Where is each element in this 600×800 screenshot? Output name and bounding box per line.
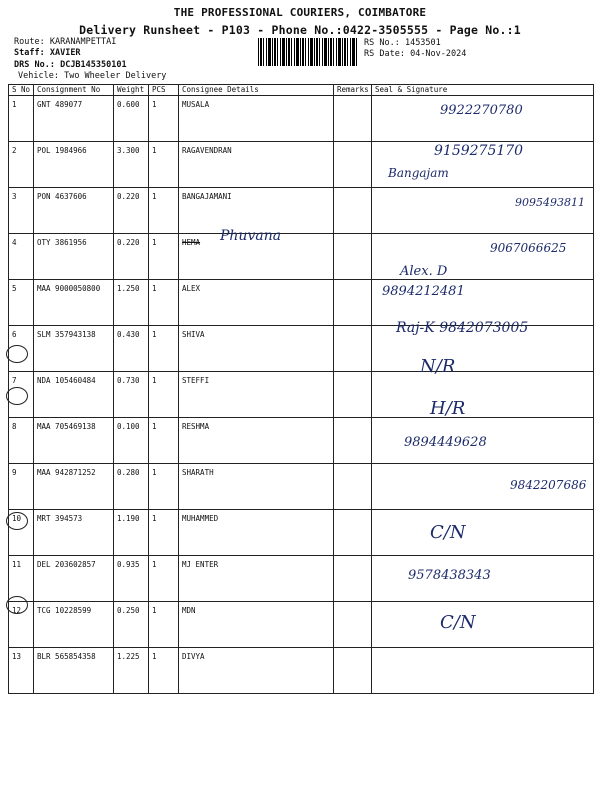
route-line: Route: KARANAMPETTAI (14, 37, 117, 47)
cell-remarks (334, 372, 372, 418)
signature-row-13: C/N (440, 612, 476, 633)
barcode (258, 38, 358, 66)
cell-remarks (334, 418, 372, 464)
table-row (9, 280, 594, 326)
signature-row-6: Raj-K 9842073005 (396, 320, 529, 336)
cell-pcs: 1 (149, 418, 179, 464)
cell-remarks (334, 326, 372, 372)
cell-weight: 0.220 (114, 188, 149, 234)
signature-row-11: C/N (430, 522, 466, 543)
cell-remarks (334, 96, 372, 142)
table-row (9, 372, 594, 418)
pen-circle-11 (6, 512, 28, 530)
rs-date-line: RS Date: 04-Nov-2024 (364, 49, 467, 59)
cell-remarks (334, 510, 372, 556)
cell-consignment: TCG 10228599 (34, 602, 114, 648)
cell-pcs: 1 (149, 602, 179, 648)
cell-sno: 5 (9, 280, 34, 326)
signature-row-3-name: Bangajam (388, 166, 449, 180)
cell-consignee: BANGAJAMANI (179, 188, 334, 234)
cell-sno: 6 (9, 326, 34, 372)
cell-weight: 0.250 (114, 602, 149, 648)
col-remarks: Remarks (334, 85, 372, 96)
col-seal-signature: Seal & Signature (372, 85, 594, 96)
rs-date-value: 04-Nov-2024 (410, 49, 467, 59)
cell-consignment: NDA 105460484 (34, 372, 114, 418)
cell-pcs: 1 (149, 280, 179, 326)
col-consignment: Consignment No (34, 85, 114, 96)
cell-consignment: GNT 489077 (34, 96, 114, 142)
vehicle-line: Vehicle: Two Wheeler Delivery (18, 71, 167, 81)
cell-pcs: 1 (149, 648, 179, 694)
cell-remarks (334, 464, 372, 510)
cell-consignment: MRT 394573 (34, 510, 114, 556)
cell-remarks (334, 142, 372, 188)
table-row (9, 510, 594, 556)
signature-row-1: 9922270780 (440, 103, 523, 118)
cell-pcs: 1 (149, 556, 179, 602)
cell-consignment: SLM 357943138 (34, 326, 114, 372)
cell-weight: 1.190 (114, 510, 149, 556)
route-value: KARANAMPETTAI (49, 37, 117, 47)
cell-consignee: MUSALA (179, 96, 334, 142)
cell-sno: 3 (9, 188, 34, 234)
cell-consignment: OTY 3861956 (34, 234, 114, 280)
cell-consignee: ALEX (179, 280, 334, 326)
cell-consignee: RESHMA (179, 418, 334, 464)
signature-row-8: H/R (430, 398, 466, 419)
cell-consignment: MAA 705469138 (34, 418, 114, 464)
cell-weight: 0.600 (114, 96, 149, 142)
staff-value: XAVIER (49, 48, 81, 58)
drs-line: DRS No.: DCJB145350101 (14, 60, 127, 70)
cell-consignee: HEMA (179, 234, 334, 280)
cell-weight: 1.225 (114, 648, 149, 694)
company-title: THE PROFESSIONAL COURIERS, COIMBATORE (173, 6, 427, 19)
cell-weight: 0.430 (114, 326, 149, 372)
cell-consignment: PON 4637606 (34, 188, 114, 234)
cell-consignment: MAA 9000050800 (34, 280, 114, 326)
cell-sno: 12 (9, 602, 34, 648)
col-pcs: PCS (149, 85, 179, 96)
table-header-row (9, 85, 594, 96)
cell-pcs: 1 (149, 510, 179, 556)
cell-consignee: MUHAMMED (179, 510, 334, 556)
cell-consignee: SHIVA (179, 326, 334, 372)
runsheet-table (8, 84, 594, 694)
staff-line: Staff: XAVIER (14, 48, 81, 58)
signature-row-10: 9842207686 (510, 478, 587, 492)
table-row (9, 418, 594, 464)
signature-row-4: 9067066625 (490, 241, 567, 255)
cell-seal (372, 188, 594, 234)
signature-row-3-phone: 9095493811 (515, 196, 585, 209)
signature-row-5-phone: 9894212481 (382, 284, 465, 299)
cell-sno: 8 (9, 418, 34, 464)
cell-seal (372, 648, 594, 694)
drs-value: DCJB145350101 (60, 60, 127, 70)
cell-weight: 3.300 (114, 142, 149, 188)
runsheet-subtitle: Delivery Runsheet - P103 - Phone No.:0422-3505555 - Page No.:1 (79, 23, 521, 37)
cell-pcs: 1 (149, 326, 179, 372)
cell-sno: 11 (9, 556, 34, 602)
vehicle-value: Two Wheeler Delivery (64, 71, 167, 81)
cell-pcs: 1 (149, 96, 179, 142)
cell-weight: 0.280 (114, 464, 149, 510)
rs-no-value: 1453501 (404, 38, 441, 48)
cell-sno: 4 (9, 234, 34, 280)
cell-consignee: MDN (179, 602, 334, 648)
cell-consignment: POL 1984966 (34, 142, 114, 188)
cell-consignment: DEL 203602857 (34, 556, 114, 602)
cell-seal (372, 372, 594, 418)
cell-sno: 7 (9, 372, 34, 418)
col-consignee: Consignee Details (179, 85, 334, 96)
cell-remarks (334, 602, 372, 648)
cell-sno: 1 (9, 96, 34, 142)
cell-pcs: 1 (149, 464, 179, 510)
table-row (9, 602, 594, 648)
table-row (9, 648, 594, 694)
table-row (9, 464, 594, 510)
cell-remarks (334, 556, 372, 602)
signature-row-5-name: Alex. D (400, 264, 448, 279)
cell-sno: 10 (9, 510, 34, 556)
cell-remarks (334, 648, 372, 694)
cell-consignment: BLR 565854358 (34, 648, 114, 694)
cell-seal (372, 602, 594, 648)
cell-pcs: 1 (149, 234, 179, 280)
cell-consignee: MJ ENTER (179, 556, 334, 602)
cell-consignee: STEFFI (179, 372, 334, 418)
cell-remarks (334, 280, 372, 326)
cell-consignment: MAA 942871252 (34, 464, 114, 510)
cell-pcs: 1 (149, 188, 179, 234)
pen-circle-13 (6, 596, 28, 614)
signature-row-12: 9578438343 (408, 568, 491, 583)
cell-sno: 9 (9, 464, 34, 510)
cell-pcs: 1 (149, 142, 179, 188)
cell-consignee: DIVYA (179, 648, 334, 694)
table-row (9, 188, 594, 234)
cell-consignee: RAGAVENDRAN (179, 142, 334, 188)
rs-no-line: RS No.: 1453501 (364, 38, 441, 48)
handwritten-correction: Phuvana (220, 228, 282, 244)
col-weight: Weight (114, 85, 149, 96)
cell-weight: 0.935 (114, 556, 149, 602)
cell-pcs: 1 (149, 372, 179, 418)
cell-weight: 0.730 (114, 372, 149, 418)
cell-remarks (334, 234, 372, 280)
cell-sno: 13 (9, 648, 34, 694)
signature-row-7: N/R (420, 356, 456, 377)
cell-seal (372, 510, 594, 556)
cell-consignee: SHARATH (179, 464, 334, 510)
col-sno: S No (9, 85, 34, 96)
cell-weight: 0.100 (114, 418, 149, 464)
signature-row-9: 9894449628 (404, 435, 487, 450)
pen-circle-7 (6, 345, 28, 363)
signature-row-2: 9159275170 (434, 143, 524, 159)
cell-remarks (334, 188, 372, 234)
cell-weight: 0.220 (114, 234, 149, 280)
pen-circle-8 (6, 387, 28, 405)
cell-weight: 1.250 (114, 280, 149, 326)
cell-sno: 2 (9, 142, 34, 188)
table-row (9, 556, 594, 602)
